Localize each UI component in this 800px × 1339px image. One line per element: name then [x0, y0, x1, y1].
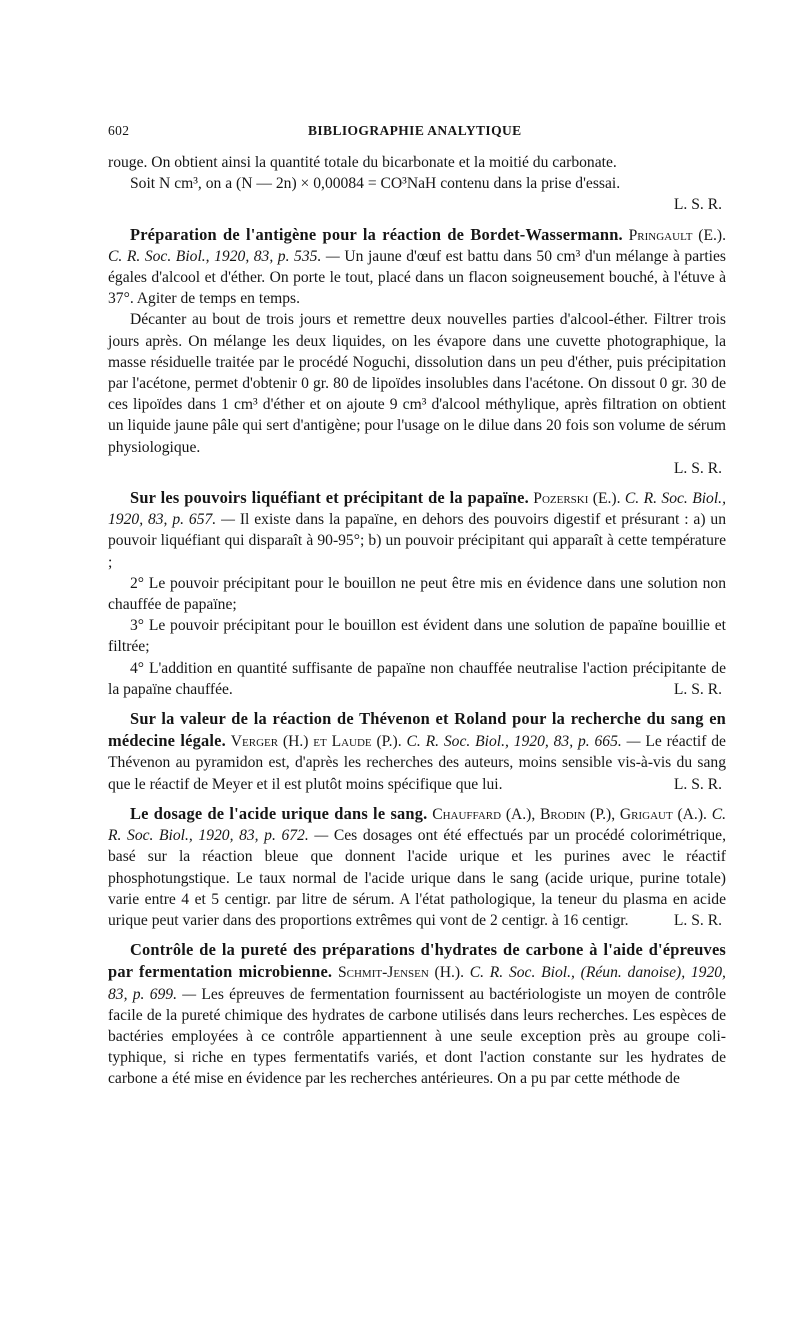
entry-author: Schmit-Jensen (H.).: [337, 964, 464, 982]
entry-citation: C. R. Soc. Biol., 1920, 83, p. 672. —: [108, 805, 726, 845]
entry-title: Préparation de l'antigène pour la réaction de Bordet-Wassermann.: [130, 224, 623, 244]
entry-citation: C. R. Soc. Biol., 1920, 83, p. 665. —: [406, 733, 641, 751]
page-number: 602: [108, 123, 130, 138]
bibliography-entry: [108, 939, 726, 1089]
entry-title: Sur la valeur de la réaction de Thévenon et Roland pour la recherche du sang en médecine légale.: [108, 709, 726, 751]
entry-title: Le dosage de l'acide urique dans le sang.: [130, 803, 428, 823]
paragraph: 2° Le pouvoir précipitant pour le bouillon ne peut être mis en évidence dans une solution non chauffée de papaïne;: [108, 574, 726, 614]
entry-citation: C. R. Soc. Biol., (Réun. danoise), 1920, 83, p. 699. —: [108, 964, 726, 1003]
entry-lead: [108, 708, 726, 795]
paragraph: 4° L'addition en quantité suffisante de papaïne non chauffée neutralise l'action précipitante de la papaïne chauffée.: [108, 659, 726, 698]
paragraph: Le réactif de Thévenon au pyramidon est, d'après les recherches des auteurs, moins sensible vis-à-vis du sang que le réactif de Meyer et il est plutôt moins spécifique que lui.: [108, 733, 726, 793]
paragraph: Un jaune d'œuf est battu dans 50 cm³ d'un mélange à parties égales d'alcool et d'éther. On porte le tout, placé dans un flacon soigneusement bouché, à l'étuve à 37°. Agiter de temps en temps.: [108, 247, 726, 308]
paragraph: Il existe dans la papaïne, en dehors des pouvoirs digestif et présurant : a) un pouvoir liquéfiant qui disparaît à 90-95°; b) un pouvoir précipitant qui apparaît à cette température ;: [108, 511, 726, 571]
paragraph: 3° Le pouvoir précipitant pour le bouillon est évident dans une solution de papaïne bouillie et filtrée;: [108, 617, 726, 656]
entry-lead: [108, 939, 726, 1089]
entry-lead: [108, 803, 726, 931]
paragraph: rouge. On obtient ainsi la quantité totale du bicarbonate et la moitié du carbonate.: [108, 154, 617, 171]
entry-author: Verger (H.) et Laude (P.).: [230, 733, 402, 751]
signature: L. S. R.: [673, 459, 722, 477]
entry-lead: [108, 224, 726, 310]
entry-author: Pozerski (E.).: [533, 490, 621, 508]
bibliography-entry: [108, 224, 726, 479]
signature: L. S. R.: [673, 680, 722, 698]
page-header: [108, 120, 726, 152]
entry-continuation: [108, 152, 726, 216]
paragraph: Les épreuves de fermentation fournissent au bactériologiste un moyen de contrôle facile de la pureté chimique des hydrates de carbone utilisés dans leurs recherches. Les espèces de bactéries employées à ce contrôle appartiennent à une seule exception près au groupe coli-typhique, si riche en types fermentatifs variés, et dont l'action constante sur les hydrates de carbone a été mise en évidence par les recherches antérieures. On a pu par cette méthode de: [108, 985, 726, 1088]
bibliography-entry: [108, 803, 726, 931]
paragraph: Soit N cm³, on a (N — 2n) × 0,00084 = CO³NaH contenu dans la prise d'essai.: [130, 175, 621, 193]
bibliography-entry: [108, 708, 726, 795]
entry-citation: C. R. Soc. Biol., 1920, 83, p. 535. —: [108, 247, 340, 265]
entry-author: Chauffard (A.), Brodin (P.), Grigaut (A.).: [432, 805, 707, 823]
entry-title: Sur les pouvoirs liquéfiant et précipitant de la papaïne.: [130, 488, 529, 508]
signature: L. S. R.: [673, 196, 722, 214]
paragraph-with-signature: [108, 658, 726, 700]
entry-lead: [108, 487, 726, 573]
bibliography-entry: [108, 487, 726, 700]
signature: L. S. R.: [673, 775, 722, 793]
page: [108, 120, 726, 1090]
running-title: BIBLIOGRAPHIE ANALYTIQUE: [308, 123, 522, 138]
signature: L. S. R.: [673, 911, 722, 929]
paragraph: Décanter au bout de trois jours et remettre deux nouvelles parties d'alcool-éther. Filtrer trois jours après. On mélange les deux liquides, on les évapore dans une cuvette photographique, la masse résiduelle traitée par le procédé Noguchi, dissolution dans un peu d'éther, puis précipitation par l'acétone, permet d'obtenir 0 gr. 80 de lipoïdes insolubles dans l'acétone. On dissout 0 gr. 30 de ces lipoïdes dans 1 cm³ d'éther et on ajoute 9 cm³ d'alcool méthylique, après filtration on obtient un liquide jaune pâle qui sert d'antigène; pour l'usage on le dilue dans 20 fois son volume de sérum physiologique.: [108, 311, 726, 456]
entry-author: Pringault (E.).: [628, 226, 726, 244]
paragraph: Ces dosages ont été effectués par un procédé colorimétrique, basé sur la réaction bleue que donnent l'acide urique et les purines avec le réactif phosphotungstique. Le taux normal de l'acide urique dans le sang (acide urique, purine totale) varie entre 4 et 5 centigr. par litre de sérum. A l'état pathologique, la teneur du plasma en acide urique peut varier dans des proportions extrêmes qui vont de 2 centigr. à 16 centigr.: [108, 827, 727, 929]
entry-title: Contrôle de la pureté des préparations d'hydrates de carbone à l'aide d'épreuves par fermentation microbienne.: [108, 940, 726, 982]
entry-citation: C. R. Soc. Biol., 1920, 83, p. 657. —: [108, 490, 726, 529]
